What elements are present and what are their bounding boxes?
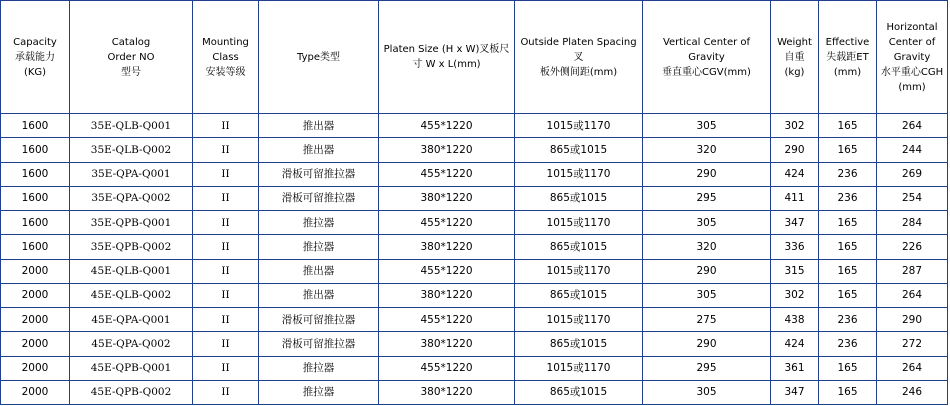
cell-type: 推拉器 [259, 211, 379, 235]
cell-weight: 290 [771, 138, 819, 162]
cell-type: 滑板可留推拉器 [259, 332, 379, 356]
cell-capacity: 2000 [1, 259, 70, 283]
cell-type: 推出器 [259, 114, 379, 138]
cell-cgv: 305 [643, 114, 771, 138]
cell-type: 推拉器 [259, 356, 379, 380]
cell-capacity: 1600 [1, 235, 70, 259]
cell-et: 165 [819, 380, 877, 404]
cell-cgh: 244 [877, 138, 948, 162]
header-weight: Weight 自重 (kg) [771, 1, 819, 114]
cell-platen-spacing: 1015或1170 [515, 308, 643, 332]
cell-platen-size: 380*1220 [379, 235, 515, 259]
cell-catalog-no: 35E-QLB-Q001 [70, 114, 193, 138]
cell-cgv: 295 [643, 186, 771, 210]
cell-mounting-class: II [193, 356, 259, 380]
header-catalog-order-no: Catalog Order NO 型号 [70, 1, 193, 114]
cell-platen-spacing: 1015或1170 [515, 211, 643, 235]
cell-mounting-class: II [193, 332, 259, 356]
cell-capacity: 1600 [1, 211, 70, 235]
cell-cgv: 305 [643, 283, 771, 307]
cell-cgv: 290 [643, 332, 771, 356]
cell-et: 236 [819, 332, 877, 356]
cell-platen-spacing: 865或1015 [515, 235, 643, 259]
header-platen-size: Platen Size (H x W)叉板尺 寸 W x L(mm) [379, 1, 515, 114]
cell-mounting-class: II [193, 259, 259, 283]
cell-cgh: 290 [877, 308, 948, 332]
table-row [1, 283, 948, 307]
cell-cgh: 264 [877, 114, 948, 138]
cell-platen-size: 380*1220 [379, 380, 515, 404]
cell-mounting-class: II [193, 235, 259, 259]
cell-type: 推拉器 [259, 235, 379, 259]
cell-cgh: 287 [877, 259, 948, 283]
cell-type: 推拉器 [259, 380, 379, 404]
cell-et: 165 [819, 211, 877, 235]
cell-type: 推出器 [259, 138, 379, 162]
table-row [1, 138, 948, 162]
cell-weight: 315 [771, 259, 819, 283]
cell-cgh: 269 [877, 162, 948, 186]
cell-mounting-class: II [193, 283, 259, 307]
table-row [1, 332, 948, 356]
cell-platen-size: 380*1220 [379, 138, 515, 162]
cell-et: 236 [819, 186, 877, 210]
table-row [1, 356, 948, 380]
cell-capacity: 2000 [1, 283, 70, 307]
cell-catalog-no: 45E-QLB-Q002 [70, 283, 193, 307]
header-horizontal-cog: Horizontal Center of Gravity 水平重心CGH (mm) [877, 1, 948, 114]
cell-platen-spacing: 865或1015 [515, 138, 643, 162]
table-body [1, 114, 948, 405]
cell-catalog-no: 35E-QPA-Q002 [70, 186, 193, 210]
table-row [1, 186, 948, 210]
cell-cgv: 295 [643, 356, 771, 380]
cell-type: 滑板可留推拉器 [259, 308, 379, 332]
table-row [1, 162, 948, 186]
header-type: Type类型 [259, 1, 379, 114]
cell-catalog-no: 35E-QPB-Q001 [70, 211, 193, 235]
cell-capacity: 2000 [1, 332, 70, 356]
cell-et: 165 [819, 114, 877, 138]
cell-platen-size: 455*1220 [379, 114, 515, 138]
cell-platen-spacing: 865或1015 [515, 186, 643, 210]
cell-et: 165 [819, 235, 877, 259]
cell-cgv: 275 [643, 308, 771, 332]
cell-cgv: 305 [643, 380, 771, 404]
cell-cgh: 254 [877, 186, 948, 210]
table-row [1, 259, 948, 283]
cell-cgv: 320 [643, 138, 771, 162]
cell-mounting-class: II [193, 114, 259, 138]
cell-platen-spacing: 1015或1170 [515, 259, 643, 283]
cell-weight: 302 [771, 114, 819, 138]
cell-weight: 361 [771, 356, 819, 380]
cell-mounting-class: II [193, 186, 259, 210]
cell-type: 滑板可留推拉器 [259, 162, 379, 186]
cell-capacity: 2000 [1, 356, 70, 380]
cell-catalog-no: 45E-QLB-Q001 [70, 259, 193, 283]
cell-capacity: 1600 [1, 114, 70, 138]
header-effective: Effective 失载距ET (mm) [819, 1, 877, 114]
cell-et: 165 [819, 356, 877, 380]
cell-cgh: 226 [877, 235, 948, 259]
cell-cgv: 290 [643, 162, 771, 186]
cell-capacity: 1600 [1, 162, 70, 186]
cell-platen-size: 455*1220 [379, 162, 515, 186]
header-row [1, 1, 948, 114]
cell-type: 推出器 [259, 283, 379, 307]
cell-platen-size: 455*1220 [379, 259, 515, 283]
table-row [1, 308, 948, 332]
cell-et: 165 [819, 259, 877, 283]
cell-cgv: 290 [643, 259, 771, 283]
cell-platen-size: 455*1220 [379, 308, 515, 332]
cell-weight: 347 [771, 211, 819, 235]
cell-cgh: 284 [877, 211, 948, 235]
cell-capacity: 1600 [1, 186, 70, 210]
header-mounting-class: Mounting Class 安装等级 [193, 1, 259, 114]
cell-weight: 347 [771, 380, 819, 404]
header-vertical-cog: Vertical Center of Gravity 垂直重心CGV(mm) [643, 1, 771, 114]
cell-catalog-no: 35E-QPB-Q002 [70, 235, 193, 259]
cell-platen-spacing: 1015或1170 [515, 356, 643, 380]
cell-weight: 438 [771, 308, 819, 332]
cell-et: 236 [819, 162, 877, 186]
cell-catalog-no: 45E-QPB-Q001 [70, 356, 193, 380]
cell-weight: 424 [771, 162, 819, 186]
cell-cgh: 246 [877, 380, 948, 404]
cell-weight: 336 [771, 235, 819, 259]
cell-catalog-no: 35E-QLB-Q002 [70, 138, 193, 162]
header-capacity: Capacity 承载能力 (KG) [1, 1, 70, 114]
cell-platen-spacing: 865或1015 [515, 283, 643, 307]
cell-et: 236 [819, 308, 877, 332]
cell-platen-size: 380*1220 [379, 186, 515, 210]
cell-platen-spacing: 865或1015 [515, 380, 643, 404]
cell-platen-spacing: 1015或1170 [515, 114, 643, 138]
cell-et: 165 [819, 283, 877, 307]
cell-mounting-class: II [193, 138, 259, 162]
cell-platen-spacing: 1015或1170 [515, 162, 643, 186]
cell-platen-size: 380*1220 [379, 283, 515, 307]
cell-weight: 302 [771, 283, 819, 307]
header-outside-platen-spacing: Outside Platen Spacing叉 板外侧间距(mm) [515, 1, 643, 114]
cell-cgv: 320 [643, 235, 771, 259]
table-row [1, 380, 948, 404]
table-row [1, 114, 948, 138]
cell-cgh: 264 [877, 283, 948, 307]
table-row [1, 211, 948, 235]
cell-catalog-no: 45E-QPB-Q002 [70, 380, 193, 404]
cell-type: 推出器 [259, 259, 379, 283]
cell-platen-size: 455*1220 [379, 356, 515, 380]
cell-capacity: 1600 [1, 138, 70, 162]
cell-platen-size: 455*1220 [379, 211, 515, 235]
table-row [1, 235, 948, 259]
cell-catalog-no: 45E-QPA-Q001 [70, 308, 193, 332]
cell-weight: 411 [771, 186, 819, 210]
cell-mounting-class: II [193, 380, 259, 404]
cell-mounting-class: II [193, 162, 259, 186]
cell-type: 滑板可留推拉器 [259, 186, 379, 210]
cell-cgh: 272 [877, 332, 948, 356]
cell-weight: 424 [771, 332, 819, 356]
cell-et: 165 [819, 138, 877, 162]
cell-catalog-no: 35E-QPA-Q001 [70, 162, 193, 186]
cell-mounting-class: II [193, 308, 259, 332]
cell-capacity: 2000 [1, 380, 70, 404]
cell-platen-size: 380*1220 [379, 332, 515, 356]
cell-capacity: 2000 [1, 308, 70, 332]
cell-platen-spacing: 865或1015 [515, 332, 643, 356]
cell-cgh: 264 [877, 356, 948, 380]
cell-catalog-no: 45E-QPA-Q002 [70, 332, 193, 356]
cell-mounting-class: II [193, 211, 259, 235]
cell-cgv: 305 [643, 211, 771, 235]
